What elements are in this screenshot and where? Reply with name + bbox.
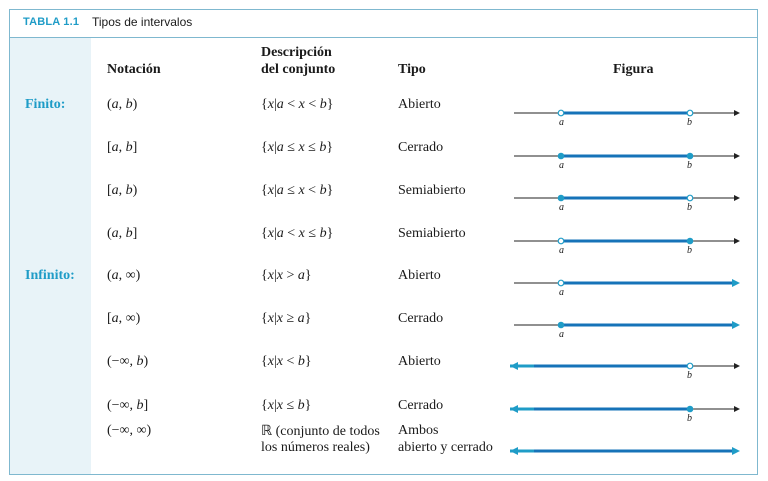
label-a: a — [559, 245, 564, 256]
label-b: b — [687, 117, 692, 128]
endpoint-a — [558, 280, 564, 286]
row-description: {x|x > a} — [261, 268, 312, 283]
label-a: a — [559, 117, 564, 128]
header-type: Tipo — [398, 62, 426, 77]
row-description: {x|x ≤ b} — [261, 398, 312, 413]
row-description: {x|x < b} — [261, 354, 312, 369]
row-description-line2: los números reales) — [261, 440, 370, 455]
label-b: b — [687, 413, 692, 424]
row-notation: (−∞, b] — [107, 398, 149, 413]
header-description-line1: Descripción — [261, 45, 332, 60]
row-notation: [a, b] — [107, 140, 138, 155]
endpoint-b — [687, 153, 693, 159]
label-b: b — [687, 160, 692, 171]
endpoint-a — [558, 153, 564, 159]
label-b: b — [687, 370, 692, 381]
row-type: Abierto — [398, 97, 441, 112]
endpoint-b — [687, 195, 693, 201]
header-figure: Figura — [613, 62, 654, 77]
category-infinite: Infinito: — [25, 268, 75, 283]
row-notation: [a, ∞) — [107, 311, 141, 326]
endpoint-b — [687, 406, 693, 412]
row-type-line2: abierto y cerrado — [398, 440, 493, 455]
row-type-line1: Ambos — [398, 423, 439, 438]
label-a: a — [559, 287, 564, 298]
endpoint-a — [558, 322, 564, 328]
endpoint-b — [687, 363, 693, 369]
endpoint-b — [687, 238, 693, 244]
row-description: {x|a ≤ x ≤ b} — [261, 140, 334, 155]
header-description-line2: del conjunto — [261, 62, 336, 77]
endpoint-a — [558, 110, 564, 116]
label-a: a — [559, 202, 564, 213]
endpoint-a — [558, 195, 564, 201]
row-type: Abierto — [398, 268, 441, 283]
row-type: Cerrado — [398, 311, 444, 326]
row-type: Abierto — [398, 354, 441, 369]
category-finite: Finito: — [25, 97, 66, 112]
label-a: a — [559, 329, 564, 340]
row-description: {x|a < x < b} — [261, 97, 334, 112]
label-b: b — [687, 245, 692, 256]
label-b: b — [687, 202, 692, 213]
row-notation: [a, b) — [107, 183, 138, 198]
row-type: Semiabierto — [398, 183, 466, 198]
row-description: {x|a < x ≤ b} — [261, 226, 334, 241]
row-notation: (−∞, b) — [107, 354, 149, 369]
row-type: Cerrado — [398, 140, 444, 155]
table-title: Tipos de intervalos — [92, 15, 193, 29]
endpoint-a — [558, 238, 564, 244]
row-description: {x|a ≤ x < b} — [261, 183, 334, 198]
row-notation: (a, b) — [107, 97, 138, 112]
caption-bar — [10, 10, 757, 38]
row-type: Cerrado — [398, 398, 444, 413]
endpoint-b — [687, 110, 693, 116]
row-description: {x|x ≥ a} — [261, 311, 312, 326]
header-notation: Notación — [107, 62, 161, 77]
row-notation: (−∞, ∞) — [107, 423, 152, 438]
row-type: Semiabierto — [398, 226, 466, 241]
row-notation: (a, ∞) — [107, 268, 141, 283]
table-label: TABLA 1.1 — [23, 16, 80, 28]
interval-figure — [0, 0, 1, 1]
label-a: a — [559, 160, 564, 171]
row-notation: (a, b] — [107, 226, 138, 241]
row-description-line1: ℝ (conjunto de todos — [261, 424, 380, 439]
